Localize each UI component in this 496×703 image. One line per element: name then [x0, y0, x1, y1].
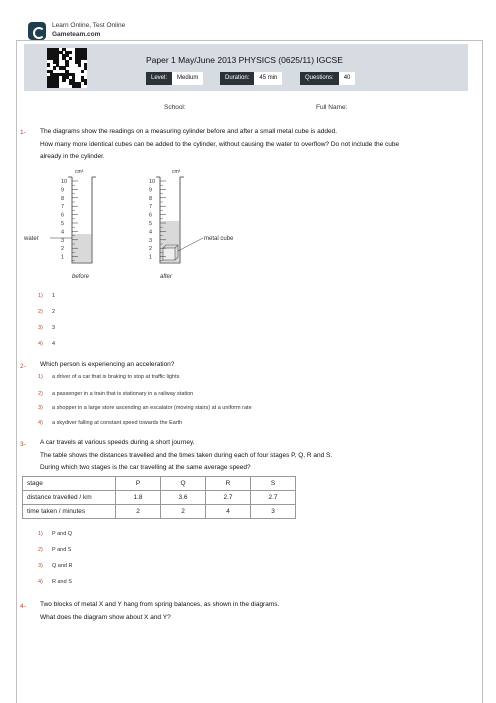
scale-tick-label: 9	[61, 187, 65, 194]
scale-tick-label: 3	[149, 237, 153, 244]
scale-tick-label: 6	[61, 212, 65, 219]
scale-tick-label: 5	[149, 221, 153, 227]
water-label: water	[24, 236, 39, 242]
question-number: 4-	[20, 603, 26, 610]
option-number: 3)	[38, 325, 43, 331]
scale-tick-label: 4	[61, 229, 65, 236]
duration-pill	[220, 72, 282, 85]
table-cell: 2	[116, 505, 161, 519]
option-number: 2)	[38, 547, 43, 553]
scale-tick-label: 4	[149, 229, 153, 236]
question-text	[40, 437, 482, 475]
question-line: A car travels at various speeds during a short journey.	[40, 439, 195, 446]
option-text[interactable]: a driver of a car that is braking to stop at traffic lights	[52, 374, 180, 380]
scale-tick-label: 8	[149, 195, 153, 202]
option-number: 2)	[38, 309, 43, 315]
qr-code-icon	[47, 48, 87, 88]
option-text[interactable]: P and S	[52, 547, 72, 553]
question-line: How many more identical cubes can be added to the cylinder, without causing the water to overflow? Do not include the cube	[40, 140, 400, 148]
measuring-cylinder-diagram	[20, 165, 250, 285]
table-cell: distance travelled / km	[23, 491, 116, 505]
table-cell: 3	[251, 505, 296, 519]
questions-pill	[300, 72, 355, 85]
duration-value: 45 min	[254, 72, 282, 85]
before-caption: before	[72, 274, 90, 280]
questions-label: Questions:	[300, 72, 339, 85]
full-name-field: Full Name:	[316, 104, 348, 111]
option-number: 4)	[38, 579, 43, 585]
option-number: 4)	[38, 420, 43, 426]
scale-tick-label: 2	[61, 246, 65, 253]
option-number: 3)	[38, 405, 43, 411]
table-cell: time taken / minutes	[23, 505, 116, 519]
question-line: During which two stages is the car travelling at the same average speed?	[40, 464, 251, 471]
table-cell: R	[206, 477, 251, 491]
question-line: What does the diagram show about X and Y?	[40, 613, 171, 621]
scale-tick-label: 10	[149, 179, 156, 185]
scale-tick-label: 3	[61, 237, 65, 244]
table-cell: P	[116, 477, 161, 491]
metal-cube-shape	[163, 248, 175, 260]
option-text[interactable]: R and S	[52, 579, 72, 585]
logo-icon	[28, 22, 46, 40]
option-number: 1)	[38, 293, 43, 299]
table-cell: Q	[161, 477, 206, 491]
table-row	[23, 491, 296, 505]
questions-value: 40	[339, 72, 356, 85]
cylinder-after	[149, 169, 234, 280]
level-value: Medium	[172, 72, 203, 85]
table-cell: 2.7	[251, 491, 296, 505]
question-text	[40, 359, 482, 372]
question-number: 1-	[20, 129, 26, 136]
after-caption: after	[160, 274, 173, 280]
duration-label: Duration:	[220, 72, 254, 85]
brand-site: Gameteam.com	[52, 31, 101, 38]
question-line: already in the cylinder.	[40, 153, 105, 160]
option-number: 4)	[38, 341, 43, 347]
option-number: 1)	[38, 531, 43, 537]
level-label: Level:	[146, 72, 172, 85]
scale-tick-label: 1	[149, 254, 153, 261]
table-row	[23, 477, 296, 491]
exam-title: Paper 1 May/June 2013 PHYSICS (0625/11) IGCSE	[146, 55, 343, 65]
table-cell: 3.6	[161, 491, 206, 505]
question-line: The diagrams show the readings on a measuring cylinder before and after a small metal cube is added.	[40, 128, 337, 135]
option-text[interactable]: a passenger in a train that is stationary in a railway station	[52, 391, 194, 397]
metal-cube-label: metal cube	[204, 236, 234, 242]
option-text[interactable]: P and Q	[52, 531, 73, 537]
question-text	[40, 126, 482, 164]
question-line: Which person is experiencing an acceleration?	[40, 361, 175, 368]
speed-table	[22, 476, 296, 519]
option-number: 1)	[38, 374, 43, 380]
question-line: Two blocks of metal X and Y hang from spring balances, as shown in the diagrams.	[40, 601, 280, 608]
table-cell: 2	[161, 505, 206, 519]
scale-tick-label: 6	[149, 212, 153, 219]
scale-tick-label: 2	[149, 246, 153, 253]
option-text[interactable]: 2	[52, 309, 56, 315]
question-number: 2-	[20, 363, 26, 370]
table-cell: stage	[23, 477, 116, 491]
table-row	[23, 505, 296, 519]
scale-tick-label: 7	[149, 204, 153, 211]
question-number: 3-	[20, 441, 26, 448]
option-text[interactable]: 4	[52, 341, 56, 347]
brand-tagline: Learn Online, Test Online	[52, 22, 126, 29]
scale-tick-label: 8	[61, 195, 65, 202]
question-text	[40, 599, 482, 624]
scale-tick-label: 10	[61, 179, 68, 185]
option-text[interactable]: a skydiver falling at constant speed towards the Earth	[52, 420, 183, 426]
scale-tick-label: 9	[149, 187, 153, 194]
level-pill	[146, 72, 203, 85]
option-text[interactable]: a shopper in a large store ascending an escalator (moving stairs) at a uniform rate	[52, 405, 252, 411]
option-number: 2)	[38, 391, 43, 397]
scale-tick-label: 1	[61, 254, 65, 261]
option-text[interactable]: Q and R	[52, 563, 73, 569]
option-text[interactable]: 3	[52, 325, 56, 331]
table-cell: S	[251, 477, 296, 491]
table-cell: 2.7	[206, 491, 251, 505]
option-number: 3)	[38, 563, 43, 569]
option-text[interactable]: 1	[52, 293, 56, 299]
table-cell: 1.8	[116, 491, 161, 505]
unit-label: cm³	[172, 169, 181, 175]
school-field: School:	[164, 104, 186, 111]
unit-label: cm³	[75, 169, 84, 175]
scale-tick-label: 5	[61, 221, 65, 227]
question-line: The table shows the distances travelled and the times taken during each of four stages P, Q, R and S.	[40, 451, 333, 459]
scale-tick-label: 7	[61, 204, 65, 211]
cylinder-before	[23, 169, 96, 280]
table-cell: 4	[206, 505, 251, 519]
